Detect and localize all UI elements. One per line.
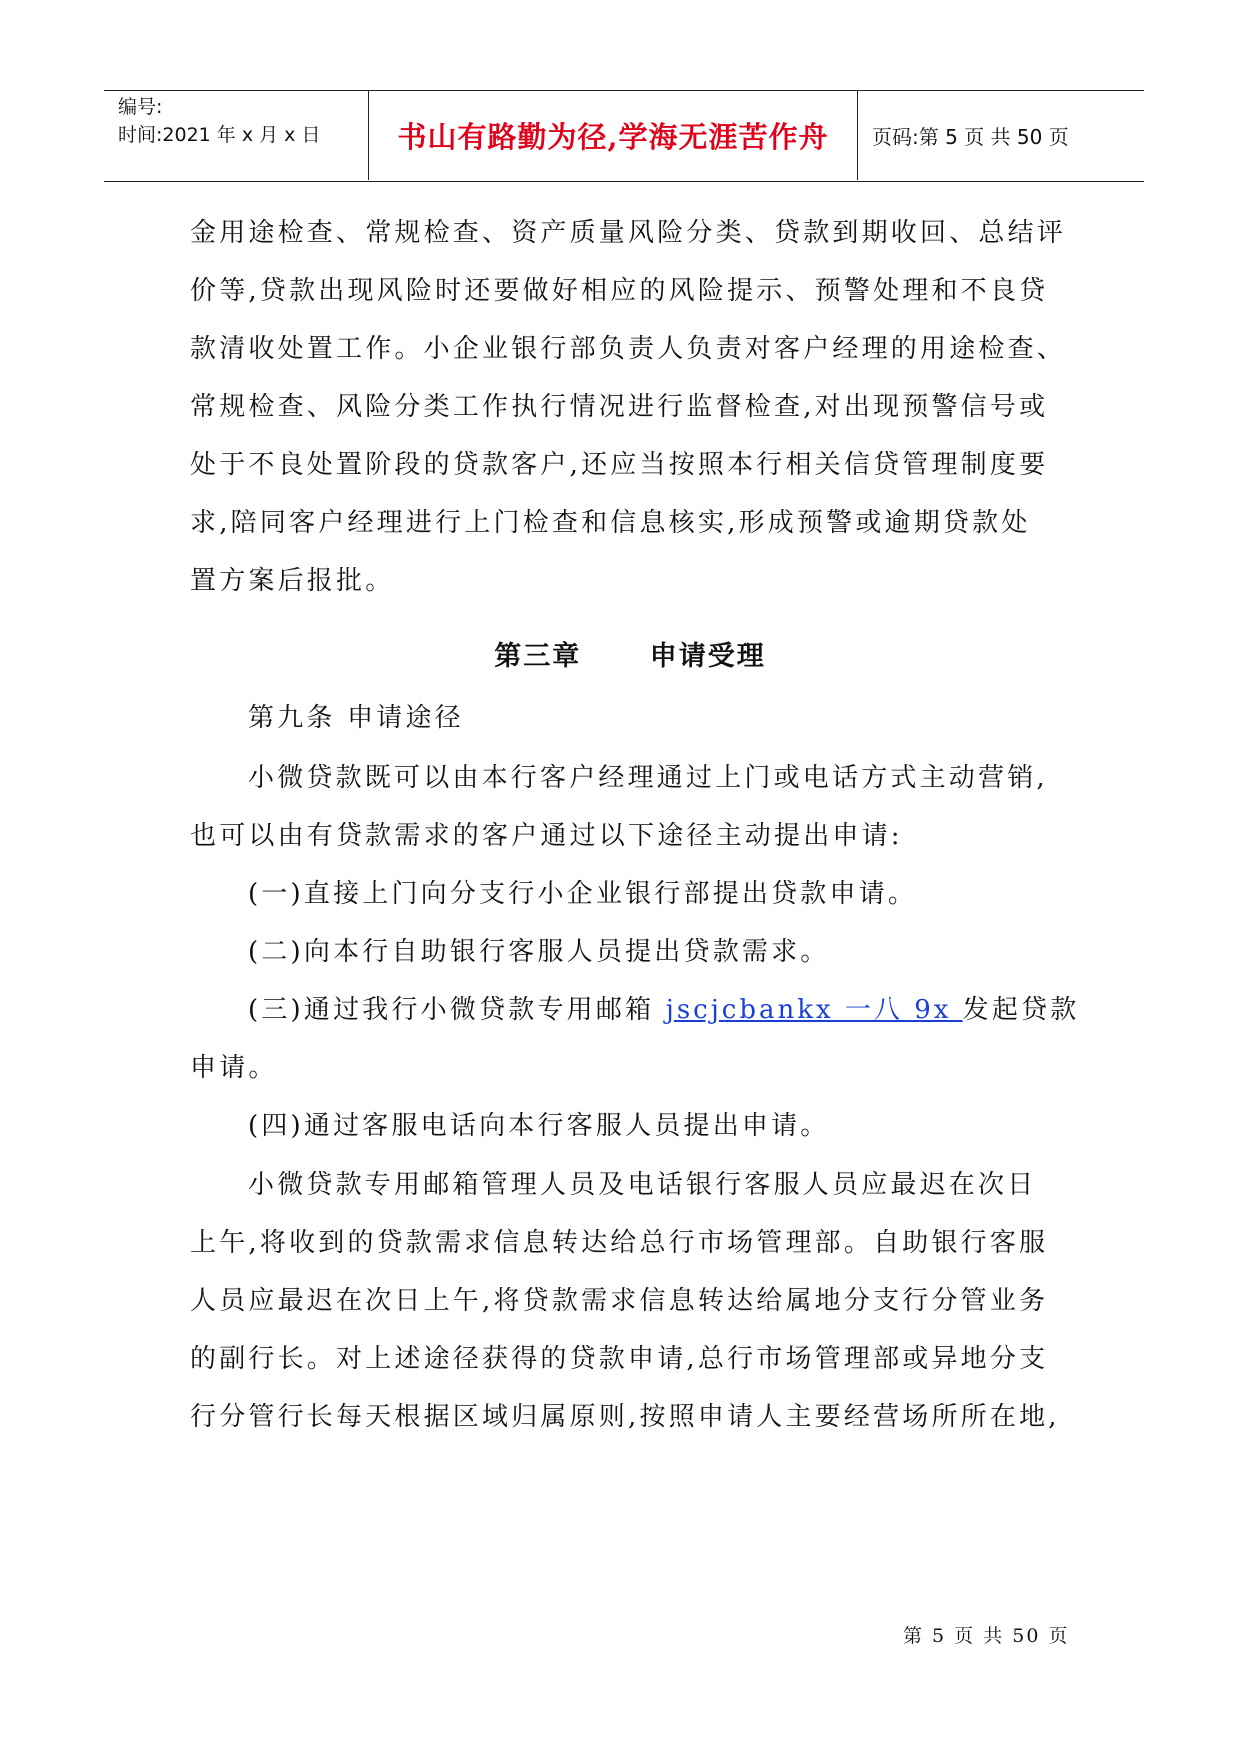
paragraph-line: 常规检查、风险分类工作执行情况进行监督检查,对出现预警信号或 [190,392,1049,422]
list-item-continuation: 申请。 [190,1053,278,1083]
page-header [104,90,1144,182]
list-item: (一)直接上门向分支行小企业银行部提出贷款申请。 [248,879,918,909]
header-page-label: 页码:第 5 页 共 50 页 [872,125,1069,149]
article-title: 第九条 申请途径 [248,703,464,733]
paragraph-line: 金用途检查、常规检查、资产质量风险分类、贷款到期收回、总结评 [190,218,1067,248]
paragraph-line: 小微贷款专用邮箱管理人员及电话银行客服人员应最迟在次日 [248,1170,1037,1200]
time-label: 时间:2021 年 x 月 x 日 [118,124,321,146]
chapter-heading: 第三章 申请受理 [494,641,766,672]
paragraph-line: 上午,将收到的贷款需求信息转达给总行市场管理部。自助银行客服 [190,1228,1049,1258]
paragraph-line: 行分管行长每天根据区域归属原则,按照申请人主要经营场所所在地, [190,1402,1060,1432]
paragraph-line: 处于不良处置阶段的贷款客户,还应当按照本行相关信贷管理制度要 [190,450,1049,480]
paragraph-line: 的副行长。对上述途径获得的贷款申请,总行市场管理部或异地分支 [190,1344,1049,1374]
email-link[interactable]: jscjcbankx 一八 9x [665,995,963,1025]
paragraph-line: 小微贷款既可以由本行客户经理通过上门或电话方式主动营销, [248,763,1048,793]
list-item-text: 发起贷款 [962,995,1080,1025]
paragraph-line: 人员应最迟在次日上午,将贷款需求信息转达给属地分支行分管业务 [190,1286,1049,1316]
list-item: (二)向本行自助银行客服人员提出贷款需求。 [248,937,830,967]
page-footer: 第 5 页 共 50 页 [903,1625,1070,1647]
paragraph-line: 价等,贷款出现风险时还要做好相应的风险提示、预警处理和不良贷 [190,276,1049,306]
paragraph-line: 也可以由有贷款需求的客户通过以下途径主动提出申请: [190,821,903,851]
header-meta [118,93,368,149]
number-label: 编号: [118,96,163,118]
list-item [248,989,1079,1026]
list-item-text: (三)通过我行小微贷款专用邮箱 [248,995,666,1025]
header-motto: 书山有路勤为径,学海无涯苦作舟 [368,91,858,180]
paragraph-line: 置方案后报批。 [190,566,395,596]
paragraph-line: 款清收处置工作。小企业银行部负责人负责对客户经理的用途检查、 [190,334,1067,364]
list-item: (四)通过客服电话向本行客服人员提出申请。 [248,1111,830,1141]
paragraph-line: 求,陪同客户经理进行上门检查和信息核实,形成预警或逾期贷款处 [190,508,1031,538]
